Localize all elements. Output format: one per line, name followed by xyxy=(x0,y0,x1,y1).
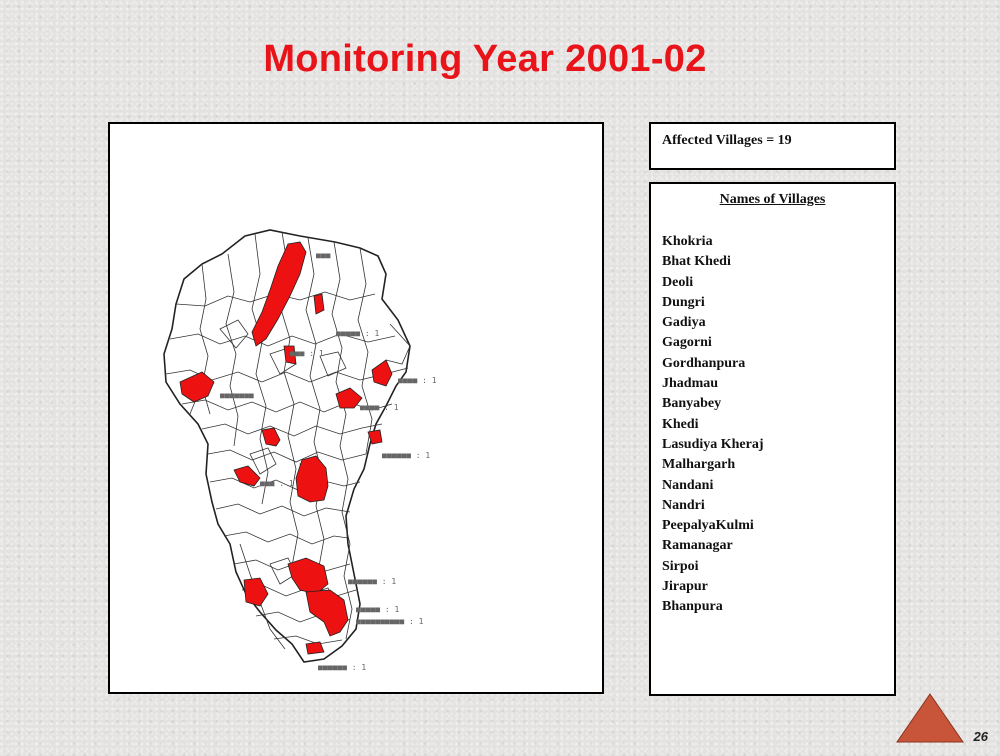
next-slide-triangle-icon[interactable] xyxy=(895,692,965,744)
map-label: ■■■■■■■ xyxy=(220,391,254,400)
affected-village-shape xyxy=(314,294,324,314)
map-label: ■■■■■ : 1 xyxy=(336,329,380,338)
village-name: Gadiya xyxy=(662,315,706,331)
village-name: Gordhanpura xyxy=(662,355,746,371)
village-name: Ramanagar xyxy=(662,538,733,554)
map-label: ■■■■■■ : 1 xyxy=(318,663,367,672)
village-list xyxy=(651,232,894,618)
village-name: Bhat Khedi xyxy=(662,254,731,270)
village-name: Jirapur xyxy=(662,579,708,595)
map-label: ■■■■■■■■■■ : 1 xyxy=(356,617,424,626)
affected-village-shape xyxy=(244,578,268,606)
village-name: Nandani xyxy=(662,477,714,493)
affected-village-shape xyxy=(234,466,260,486)
village-map xyxy=(108,122,604,694)
affected-village-shape xyxy=(180,372,214,402)
affected-villages xyxy=(180,242,392,654)
map-label: ■■■■■ : 1 xyxy=(356,605,400,614)
map-label: ■■■■ : 1 xyxy=(360,403,399,412)
village-name: Malhargarh xyxy=(662,457,736,473)
affected-village-shape xyxy=(372,360,392,386)
village-name: Khokria xyxy=(662,234,713,249)
map-label: ■■■ : 1 xyxy=(290,349,324,358)
district-map-svg xyxy=(110,124,602,692)
map-label: ■■■■■■ : 1 xyxy=(348,577,397,586)
village-names-heading: Names of Villages xyxy=(719,192,826,207)
village-names-box xyxy=(649,182,896,696)
village-name: Bhanpura xyxy=(662,599,723,615)
village-name: Sirpoi xyxy=(662,558,699,574)
village-name: Banyabey xyxy=(662,396,722,412)
page-number: 26 xyxy=(973,729,988,744)
map-label: ■■■■ : 1 xyxy=(398,376,437,385)
affected-village-shape xyxy=(262,428,280,446)
village-name: Jhadmau xyxy=(662,376,719,392)
village-name: Dungri xyxy=(662,294,705,310)
map-label: ■■■ xyxy=(316,251,331,260)
village-name: Lasudiya Kheraj xyxy=(662,436,764,452)
map-label: ■■■■■■ : 1 xyxy=(382,451,431,460)
affected-count: Affected Villages = 19 xyxy=(662,133,792,148)
village-name: Khedi xyxy=(662,416,699,432)
village-name: Nandri xyxy=(662,497,705,513)
village-name: Deoli xyxy=(662,274,694,290)
page-title: Monitoring Year 2001-02 xyxy=(263,38,707,80)
map-label: ■■■ : 1 xyxy=(260,479,294,488)
affected-count-box xyxy=(649,122,896,170)
village-name: PeepalyaKulmi xyxy=(662,518,754,534)
affected-village-shape xyxy=(306,590,348,636)
affected-village-shape xyxy=(288,558,328,594)
affected-village-shape xyxy=(296,456,328,502)
affected-village-shape xyxy=(252,242,306,346)
village-name: Gagorni xyxy=(662,335,712,351)
